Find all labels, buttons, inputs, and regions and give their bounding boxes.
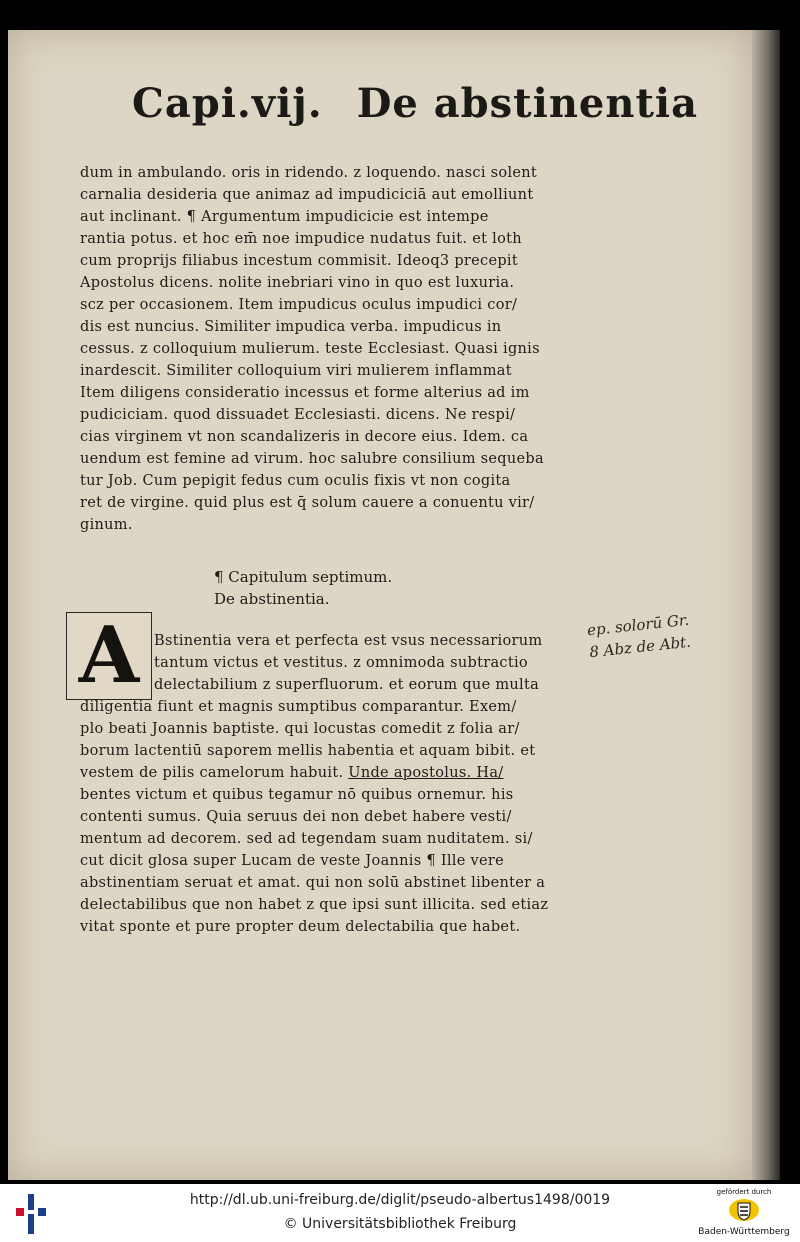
text-line: cum proprijs filiabus incestum commisit. Ideoq3 precepit	[80, 253, 518, 269]
text-line: ret de virgine. quid plus est q̄ solum cauere a conuentu vir/	[80, 495, 535, 511]
text-line: scz per occasionem. Item impudicus oculus impudici cor/	[80, 297, 518, 313]
sponsor-region: Baden-Württemberg	[698, 1227, 790, 1237]
text-line: inardescit. Similiter colloquium viri mulierem inflammat	[80, 363, 512, 379]
text-line: vitat sponte et pure propter deum delectabilia que habet.	[80, 919, 521, 935]
text-line: diligentia fiunt et magnis sumptibus comparantur. Exem/	[80, 699, 517, 715]
text-line: plo beati Joannis baptiste. qui locustas comedit z folia ar/	[80, 721, 520, 737]
text-line: Item diligens consideratio incessus et forme alterius ad im	[80, 385, 530, 401]
text-line: uendum est femine ad virum. hoc salubre consilium sequeba	[80, 451, 544, 467]
initial-letter: A	[78, 610, 140, 701]
margin-note-line1: ep. solorū Gr.	[586, 610, 690, 640]
running-head-left: Capi.vij.	[132, 80, 323, 127]
text-line: delectabilium z superfluorum. et eorum que multa	[154, 677, 540, 693]
text-line: tantum victus et vestitus. z omnimoda subtractio	[154, 655, 528, 671]
text-line: tur Job. Cum pepigit fedus cum oculis fixis vt non cogita	[80, 473, 511, 489]
text-line: dis est nuncius. Similiter impudica verba. impudicus in	[80, 319, 502, 335]
running-head-right: De abstinentia	[356, 80, 699, 127]
text-line: delectabilibus que non habet z que ipsi sunt illicita. sed etiaz	[80, 897, 549, 913]
text-line: aut inclinant. ¶ Argumentum impudicicie est intempe	[80, 209, 489, 225]
text-block-2	[80, 630, 548, 938]
text-line: cias virginem vt non scandalizeris in decore eius. Idem. ca	[80, 429, 529, 445]
sponsor-badge	[694, 1188, 794, 1237]
text-line: Apostolus dicens. nolite inebriari vino in quo est luxuria.	[80, 275, 515, 291]
running-head	[132, 80, 698, 127]
text-line: cessus. z colloquium mulierum. teste Ecclesiast. Quasi ignis	[80, 341, 540, 357]
text-line: pudiciciam. quod dissuadet Ecclesiasti. dicens. Ne respi/	[80, 407, 516, 423]
text-line: ginum.	[80, 517, 133, 533]
chapter-heading	[214, 566, 392, 610]
text-block-1	[80, 162, 544, 536]
chapter-heading-line2: De abstinentia.	[214, 590, 330, 608]
sponsor-label: gefördert durch	[716, 1188, 772, 1196]
text-line: contenti sumus. Quia seruus dei non debet habere vesti/	[80, 809, 512, 825]
margin-note-line2: 8 Abz de Abt.	[588, 632, 692, 662]
underlined-phrase: Unde apostolus. Ha/	[348, 765, 504, 781]
text-line: carnalia desideria que animaz ad impudiciciā aut emolliunt	[80, 187, 534, 203]
state-crest-icon	[728, 1198, 760, 1222]
text-line	[80, 762, 548, 784]
text-line: cut dicit glosa super Lucam de veste Joannis ¶ Ille vere	[80, 853, 504, 869]
text-line: abstinentiam seruat et amat. qui non solū abstinet libenter a	[80, 875, 546, 891]
text-line: borum lactentiū saporem mellis habentia et aquam bibit. et	[80, 743, 536, 759]
page-url-link[interactable]: http://dl.ub.uni-freiburg.de/diglit/pseudo-albertus1498/0019	[189, 1192, 611, 1208]
footer-bar	[0, 1184, 800, 1242]
chapter-heading-line1: ¶ Capitulum septimum.	[214, 568, 393, 586]
text-line: dum in ambulando. oris in ridendo. z loquendo. nasci solent	[80, 165, 538, 181]
copyright-notice: © Universitätsbibliothek Freiburg	[283, 1216, 517, 1232]
text-line: rantia potus. et hoc em̄ noe impudice nudatus fuit. et loth	[80, 231, 522, 247]
page-edge	[752, 30, 780, 1180]
text-line: bentes victum et quibus tegamur nō quibus ornemur. his	[80, 787, 514, 803]
text-line: mentum ad decorem. sed ad tegendam suam nuditatem. si/	[80, 831, 533, 847]
text-line: Bstinentia vera et perfecta est vsus necessariorum	[154, 633, 543, 649]
text-segment: vestem de pilis camelorum habuit.	[80, 765, 344, 781]
